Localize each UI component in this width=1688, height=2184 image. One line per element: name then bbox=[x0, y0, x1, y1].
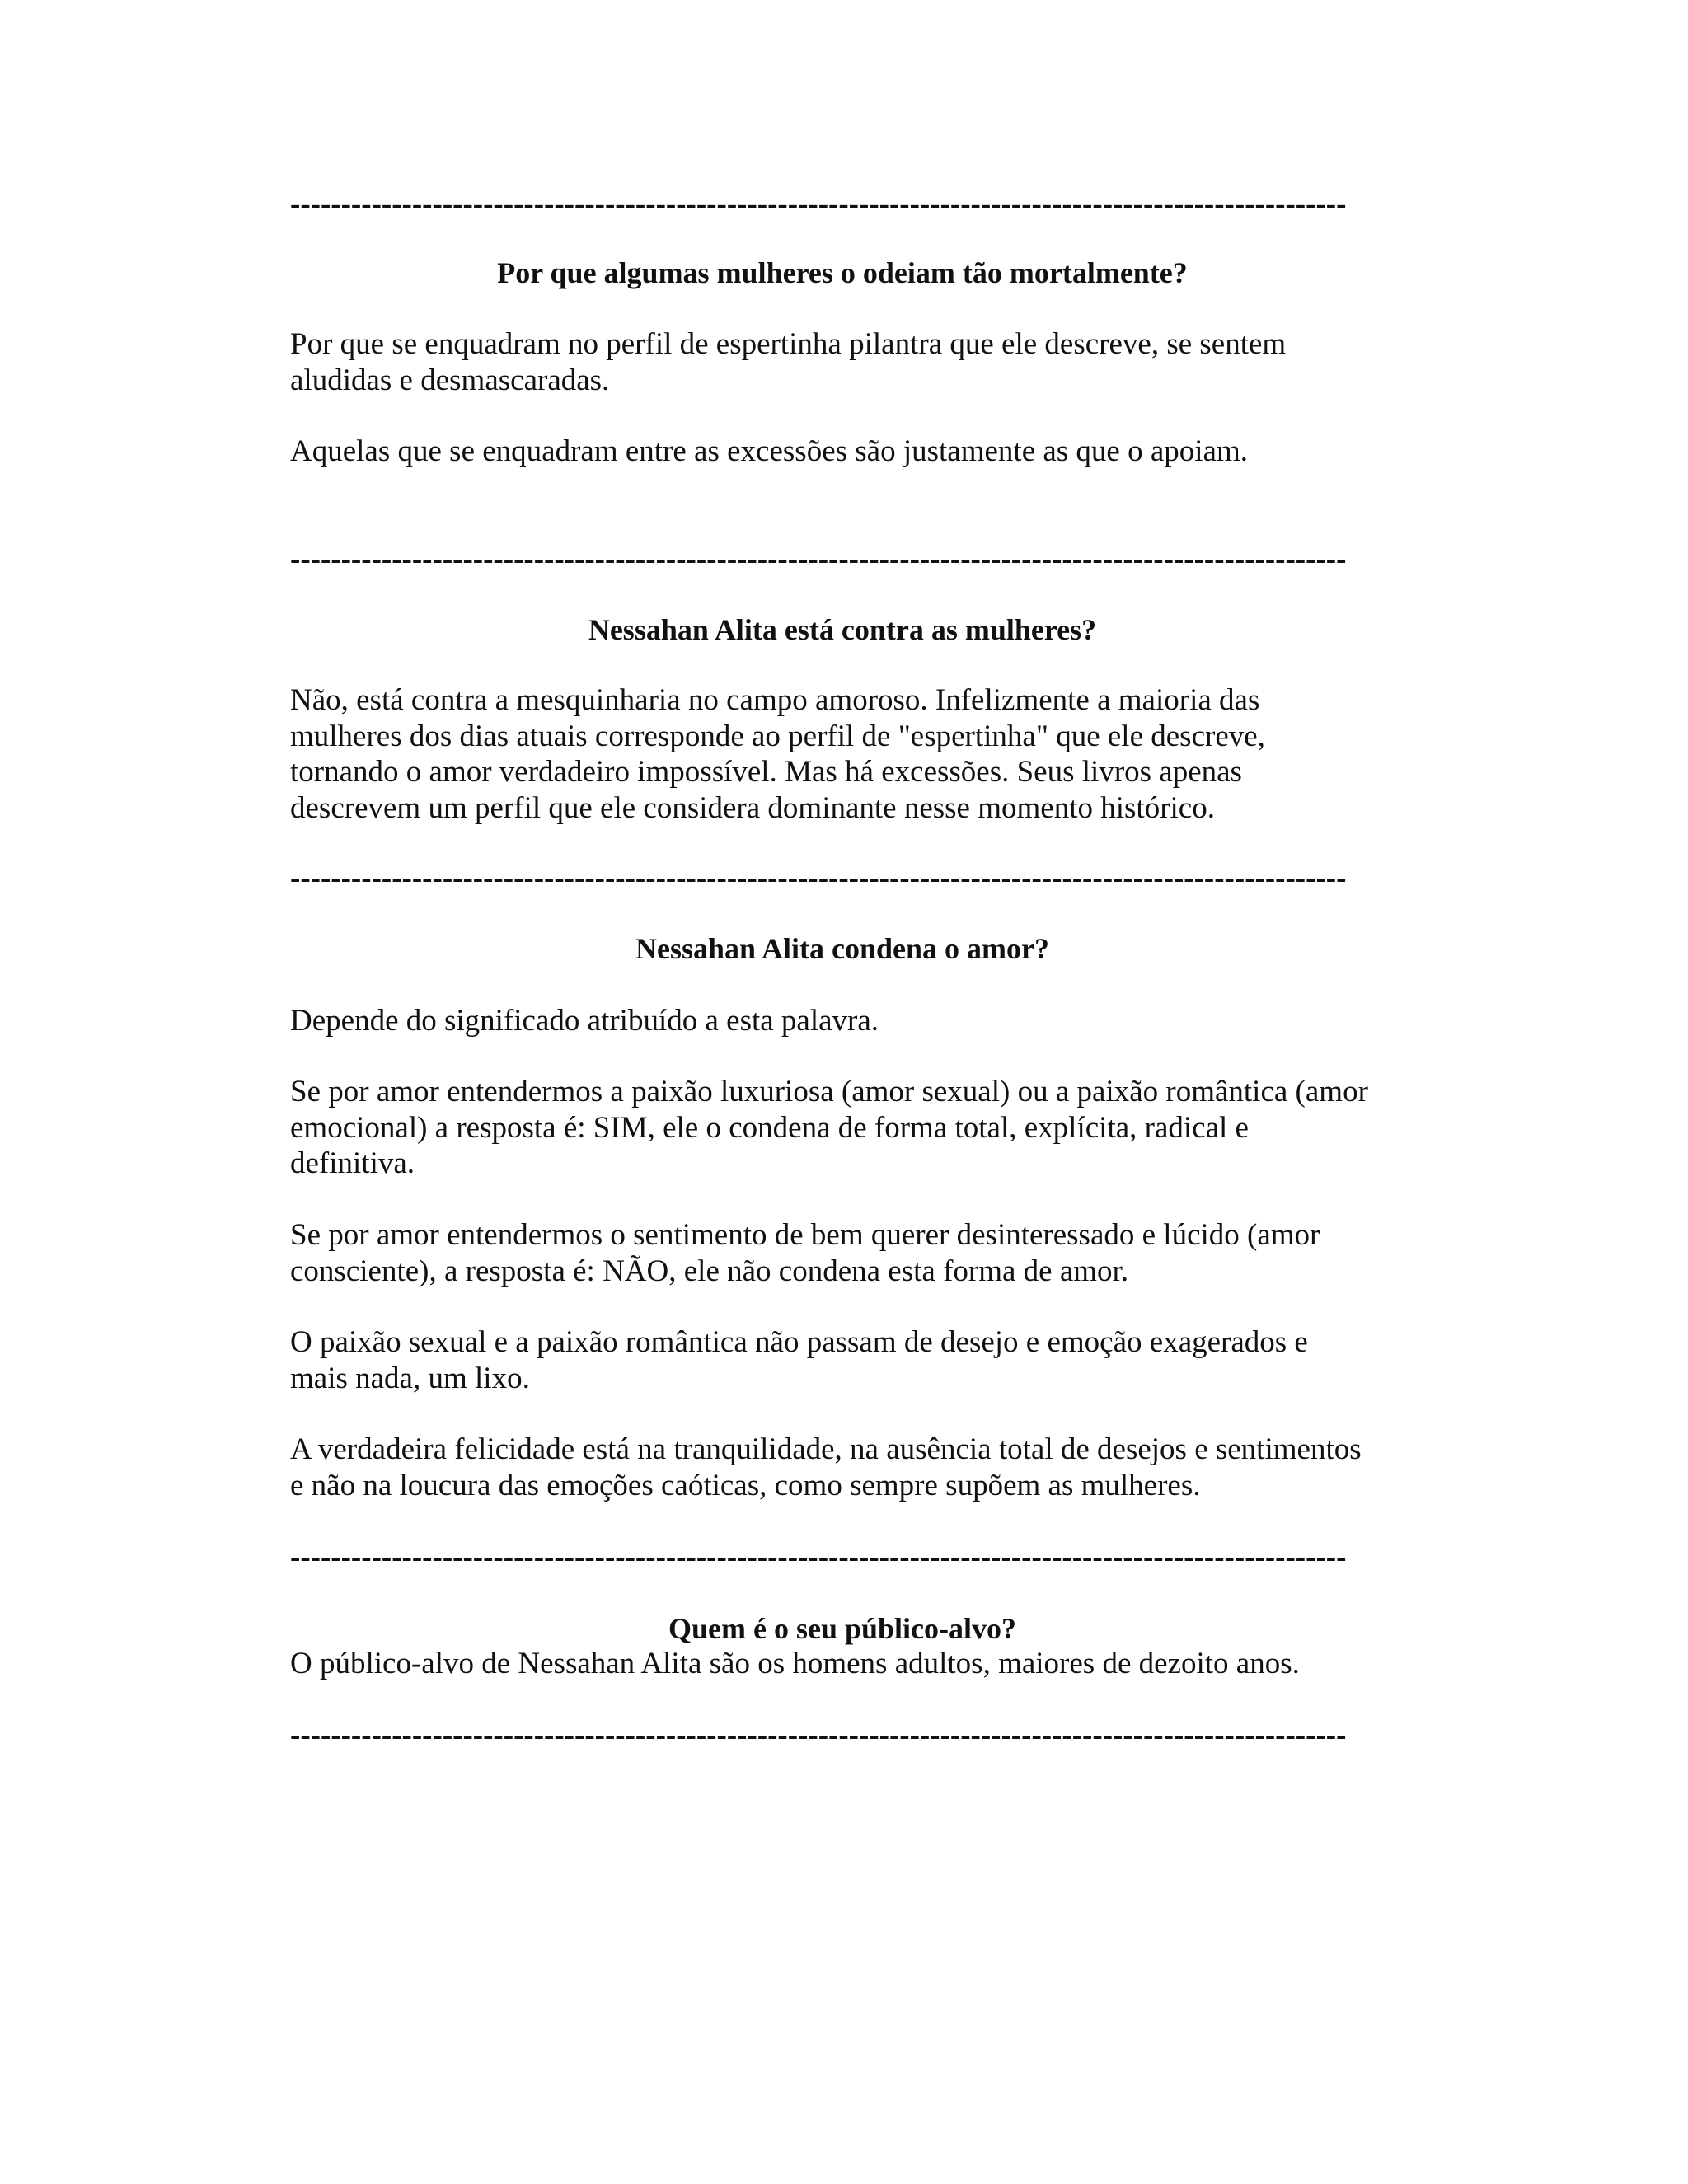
paragraph-line: Aquelas que se enquadram entre as excessões são justamente as que o apoiam. bbox=[290, 434, 1249, 468]
paragraph-line: Depende do significado atribuído a esta palavra. bbox=[290, 1004, 879, 1038]
paragraph bbox=[290, 326, 1395, 398]
section-title: Nessahan Alita condena o amor? bbox=[635, 932, 1050, 965]
paragraph-line: Se por amor entendermos a paixão luxuriosa (amor sexual) ou a paixão romântica (amor bbox=[290, 1075, 1368, 1108]
paragraph-line: tornando o amor verdadeiro impossível. Mas há excessões. Seus livros apenas bbox=[290, 755, 1242, 789]
separator-line: -------------------------------------------------------------------------------------------------------- bbox=[290, 1719, 1347, 1752]
section-title: Por que algumas mulheres o odeiam tão mortalmente? bbox=[497, 256, 1188, 289]
paragraph-line: consciente), a resposta é: NÃO, ele não condena esta forma de amor. bbox=[290, 1254, 1129, 1288]
paragraph bbox=[290, 1074, 1395, 1182]
paragraph bbox=[290, 1432, 1395, 1503]
paragraph bbox=[290, 1003, 1395, 1039]
paragraph-line: definitiva. bbox=[290, 1146, 415, 1180]
paragraph-line: mulheres dos dias atuais corresponde ao perfil de "espertinha" que ele descreve, bbox=[290, 719, 1265, 753]
paragraph bbox=[290, 1324, 1395, 1396]
section-title: Quem é o seu público-alvo? bbox=[668, 1612, 1016, 1645]
separator-line: -------------------------------------------------------------------------------------------------------- bbox=[290, 1541, 1347, 1574]
paragraph-line: emocional) a resposta é: SIM, ele o condena de forma total, explícita, radical e bbox=[290, 1110, 1249, 1145]
paragraph-line: A verdadeira felicidade está na tranquilidade, na ausência total de desejos e sentimentos bbox=[290, 1432, 1362, 1466]
paragraph-line: aludidas e desmascaradas. bbox=[290, 363, 610, 397]
paragraph bbox=[290, 1646, 1395, 1682]
separator-line: -------------------------------------------------------------------------------------------------------- bbox=[290, 862, 1347, 895]
paragraph-line: mais nada, um lixo. bbox=[290, 1361, 530, 1395]
paragraph-line: O paixão sexual e a paixão romântica não passam de desejo e emoção exagerados e bbox=[290, 1325, 1308, 1359]
paragraph-line: descrevem um perfil que ele considera dominante nesse momento histórico. bbox=[290, 790, 1215, 825]
paragraph bbox=[290, 682, 1395, 826]
paragraph-line: Não, está contra a mesquinharia no campo amoroso. Infelizmente a maioria das bbox=[290, 683, 1260, 717]
separator-line: -------------------------------------------------------------------------------------------------------- bbox=[290, 543, 1347, 576]
paragraph bbox=[290, 434, 1395, 470]
paragraph-line: Se por amor entendermos o sentimento de bem querer desinteressado e lúcido (amor bbox=[290, 1218, 1320, 1252]
separator-line: -------------------------------------------------------------------------------------------------------- bbox=[290, 188, 1347, 221]
paragraph-line: Por que se enquadram no perfil de espertinha pilantra que ele descreve, se sentem bbox=[290, 327, 1287, 361]
paragraph-line: e não na loucura das emoções caóticas, como sempre supõem as mulheres. bbox=[290, 1468, 1201, 1502]
paragraph bbox=[290, 1217, 1395, 1289]
section-title: Nessahan Alita está contra as mulheres? bbox=[588, 613, 1097, 646]
paragraph-line: O público-alvo de Nessahan Alita são os homens adultos, maiores de dezoito anos. bbox=[290, 1647, 1300, 1680]
